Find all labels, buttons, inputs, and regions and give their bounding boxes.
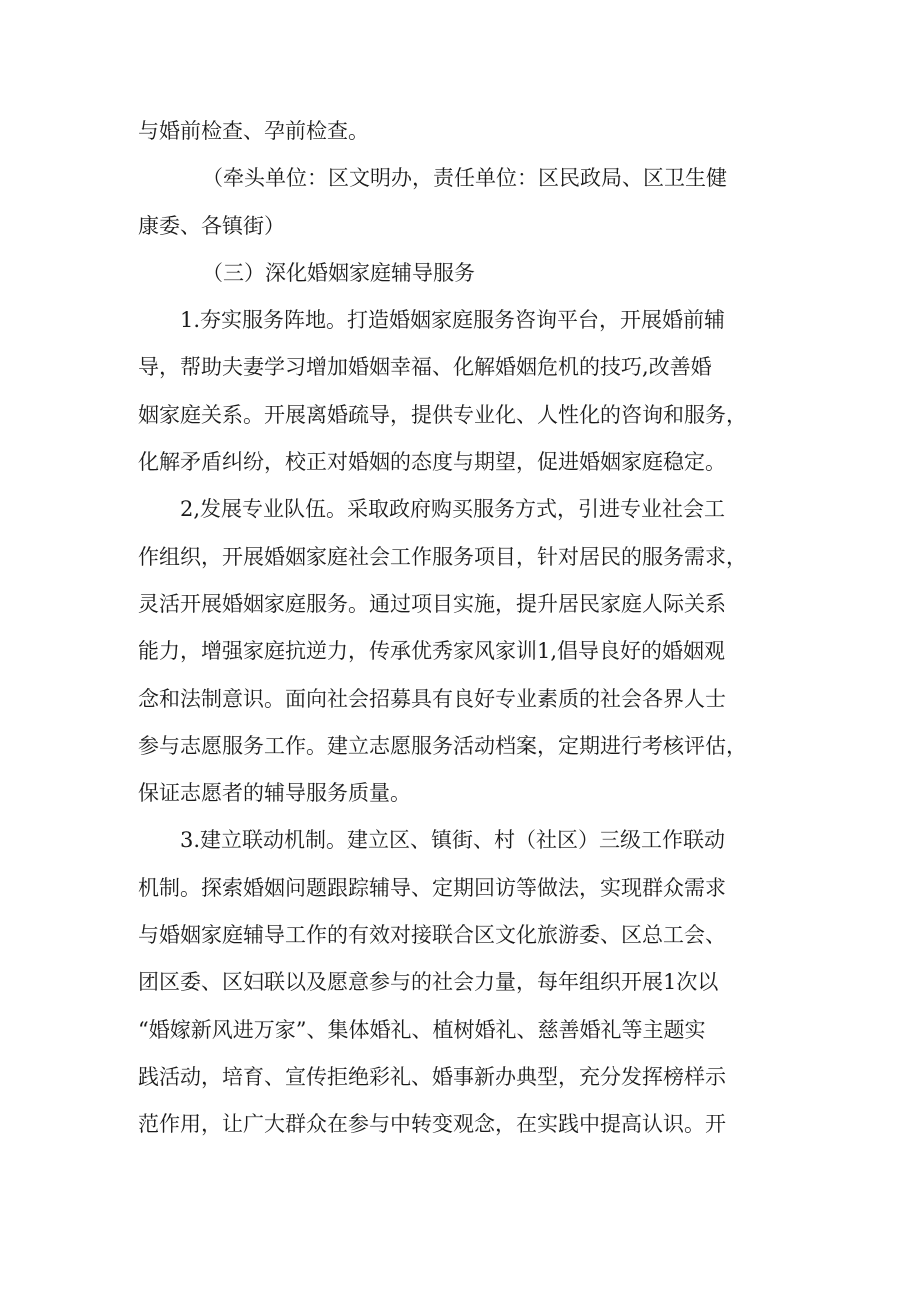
paragraph-line: （牵头单位：区文明办，责任单位：区民政局、区卫生健 — [202, 166, 727, 191]
paragraph-line: 范作用，让广大群众在参与中转变观念，在实践中提高认识。开 — [138, 1112, 726, 1137]
paragraph-line: 2,发展专业队伍。采取政府购买服务方式，引进专业社会工 — [180, 497, 726, 522]
section-heading: （三）深化婚姻家庭辅导服务 — [202, 260, 475, 285]
paragraph-line: 灵活开展婚姻家庭服务。通过项目实施，提升居民家庭人际关系 — [138, 591, 726, 616]
paragraph-line: 与婚姻家庭辅导工作的有效对接联合区文化旅游委、区总工会、 — [138, 923, 726, 948]
paragraph-line: 3.建立联动机制。建立区、镇街、村（社区）三级工作联动 — [180, 828, 726, 853]
paragraph-line: 作组织，开展婚姻家庭社会工作服务项目，针对居民的服务需求， — [138, 544, 747, 569]
paragraph-line: 化解矛盾纠纷，校正对婚姻的态度与期望，促进婚姻家庭稳定。 — [138, 450, 726, 475]
paragraph-line: 康委、各镇街） — [138, 213, 285, 238]
paragraph-line: 1.夯实服务阵地。打造婚姻家庭服务咨询平台，开展婚前辅 — [180, 308, 726, 333]
paragraph-line: 保证志愿者的辅导服务质量。 — [138, 781, 411, 806]
paragraph-line: 姻家庭关系。开展离婚疏导，提供专业化、人性化的咨询和服务， — [138, 402, 747, 427]
paragraph-line: 团区委、区妇联以及愿意参与的社会力量，每年组织开展1次以 — [138, 970, 719, 995]
paragraph-line: “婚嫁新风进万家”、集体婚礼、植树婚礼、慈善婚礼等主题实 — [138, 1017, 706, 1042]
paragraph-line: 参与志愿服务工作。建立志愿服务活动档案，定期进行考核评估， — [138, 733, 747, 758]
paragraph-line: 践活动，培育、宣传拒绝彩礼、婚事新办典型，充分发挥榜样示 — [138, 1064, 726, 1089]
paragraph-line: 机制。探索婚姻问题跟踪辅导、定期回访等做法，实现群众需求 — [138, 875, 726, 900]
paragraph-line: 与婚前检查、孕前检查。 — [138, 119, 369, 143]
paragraph-line: 念和法制意识。面向社会招募具有良好专业素质的社会各界人士 — [138, 686, 726, 711]
document-body — [138, 108, 798, 1149]
paragraph-line: 能力，增强家庭抗逆力，传承优秀家风家训1,倡导良好的婚姻观 — [138, 639, 726, 664]
paragraph-line: 导，帮助夫妻学习增加婚姻幸福、化解婚姻危机的技巧,改善婚 — [138, 355, 712, 380]
